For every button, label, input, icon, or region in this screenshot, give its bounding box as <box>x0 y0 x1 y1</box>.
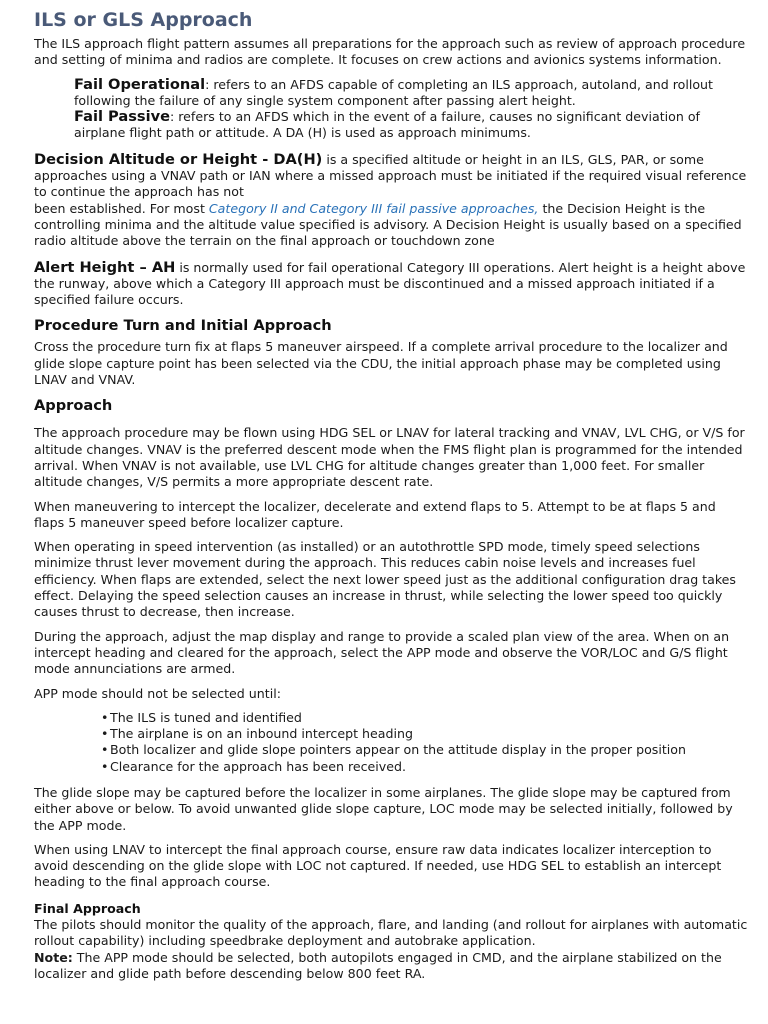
lnav-paragraph: When using LNAV to intercept the final approach course, ensure raw data indicates localizer interception to avoid descending on the glide slope with LOC not captured. If needed, use HDG SEL to establish an intercept heading to the final approach course. <box>34 841 722 890</box>
fail-operational-text: : refers to an AFDS capable of completing an ILS approach, autoland, and rollout following the failure of any single system component after passing alert height. <box>74 76 713 108</box>
decision-altitude-text-2: been established. For most <box>34 200 209 216</box>
note-text: The APP mode should be selected, both autopilots engaged in CMD, and the airplane stabilized on the localizer and glide path before descending below 800 feet RA. <box>34 949 722 981</box>
fail-operational-definition <box>74 77 748 110</box>
app-mode-conditions-list <box>34 710 748 775</box>
procedure-turn-heading: Procedure Turn and Initial Approach <box>34 317 332 335</box>
approach-paragraph-4: During the approach, adjust the map display and range to provide a scaled plan view of the area. When on an intercept heading and cleared for the approach, select the APP mode and observe the VOR/LOC and G/S flight mode annunciations are armed. <box>34 628 730 677</box>
approach-paragraph-1: The approach procedure may be flown using HDG SEL or LNAV for lateral tracking and VNAV, LVL CHG, or V/S for altitude changes. VNAV is the preferred descent mode when the FMS flight plan is programmed for the intended arrival. When VNAV is not available, use LVL CHG for altitude changes greater than 1,000 feet. For smaller altitude changes, V/S permits a more appropriate descent rate. <box>34 425 745 490</box>
alert-height-section <box>34 260 748 309</box>
decision-altitude-term: Decision Altitude or Height - DA(H) <box>34 150 323 168</box>
decision-altitude-continuation <box>34 201 748 250</box>
alert-height-text: is normally used for fail operational Category III operations. Alert height is a height above the runway, above which a Category III approach must be discontinued and a missed approach initiated if a specified failure occurs. <box>34 259 746 308</box>
fail-passive-text: : refers to an AFDS which in the event of a failure, causes no significant deviation of airplane flight path or attitude. A DA (H) is used as approach minimums. <box>74 109 700 141</box>
category-ii-iii-link[interactable]: Category II and Category III fail passive approaches, <box>208 200 539 216</box>
decision-altitude-section <box>34 152 748 250</box>
decision-altitude-text-1: is a specified altitude or height in an ILS, GLS, PAR, or some approaches using a VNAV path or IAN where a missed approach must be initiated if the required visual reference to continue the approach has not <box>34 151 747 200</box>
intro-paragraph: The ILS approach flight pattern assumes all preparations for the approach such as review of approach procedure and setting of minima and radios are complete. It focuses on crew actions and avionics systems information. <box>34 36 746 68</box>
list-item: • Both localizer and glide slope pointers appear on the attitude display in the proper position <box>110 742 748 758</box>
fail-passive-term: Fail Passive <box>74 108 170 126</box>
procedure-turn-paragraph: Cross the procedure turn fix at flaps 5 maneuver airspeed. If a complete arrival procedure to the localizer and glide slope capture point has been selected via the CDU, the initial approach phase may be completed using LNAV and VNAV. <box>34 339 728 388</box>
final-approach-paragraph: The pilots should monitor the quality of the approach, flare, and landing (and rollout for airplanes with automatic rollout capability) including speedbrake deployment and autobrake application. <box>34 917 748 949</box>
approach-paragraph-3: When operating in speed intervention (as installed) or an autothrottle SPD mode, timely speed selections minimize thrust lever movement during the approach. This reduces cabin noise levels and increases fuel efficiency. When flaps are extended, select the next lower speed just as the additional configuration drag takes effect. Delaying the speed selection causes an increase in thrust, while selecting the lower speed too quickly causes thrust to decrease, then increase. <box>34 539 736 620</box>
alert-height-definition <box>34 260 748 309</box>
fail-passive-definition <box>74 109 748 142</box>
alert-height-term: Alert Height – AH <box>34 258 176 276</box>
approach-heading: Approach <box>34 397 113 415</box>
decision-altitude-text-3: the Decision Height is the controlling minima and the altitude value specified is advisory. A Decision Height is usually based on a specified radio altitude above the terrain on the final approach or touchdown zone <box>34 200 742 249</box>
decision-altitude-definition <box>34 152 748 201</box>
glide-slope-paragraph: The glide slope may be captured before the localizer in some airplanes. The glide slope may be captured from either above or below. To avoid unwanted glide slope capture, LOC mode may be selected initially, followed by the APP mode. <box>34 784 733 833</box>
final-approach-note <box>34 950 748 983</box>
list-item: • The ILS is tuned and identified <box>110 710 748 726</box>
final-approach-heading: Final Approach <box>34 900 141 916</box>
approach-paragraph-2: When maneuvering to intercept the localizer, decelerate and extend flaps to 5. Attempt to be at flaps 5 and flaps 5 maneuver speed before localizer capture. <box>34 498 716 530</box>
page-title: ILS or GLS Approach <box>34 9 253 31</box>
fail-operational-term: Fail Operational <box>74 75 206 93</box>
definitions-block <box>34 77 748 142</box>
approach-paragraph-5: APP mode should not be selected until: <box>34 685 281 701</box>
note-label: Note: <box>34 949 73 965</box>
list-item: • Clearance for the approach has been received. <box>110 759 748 775</box>
list-item: • The airplane is on an inbound intercept heading <box>110 726 748 742</box>
